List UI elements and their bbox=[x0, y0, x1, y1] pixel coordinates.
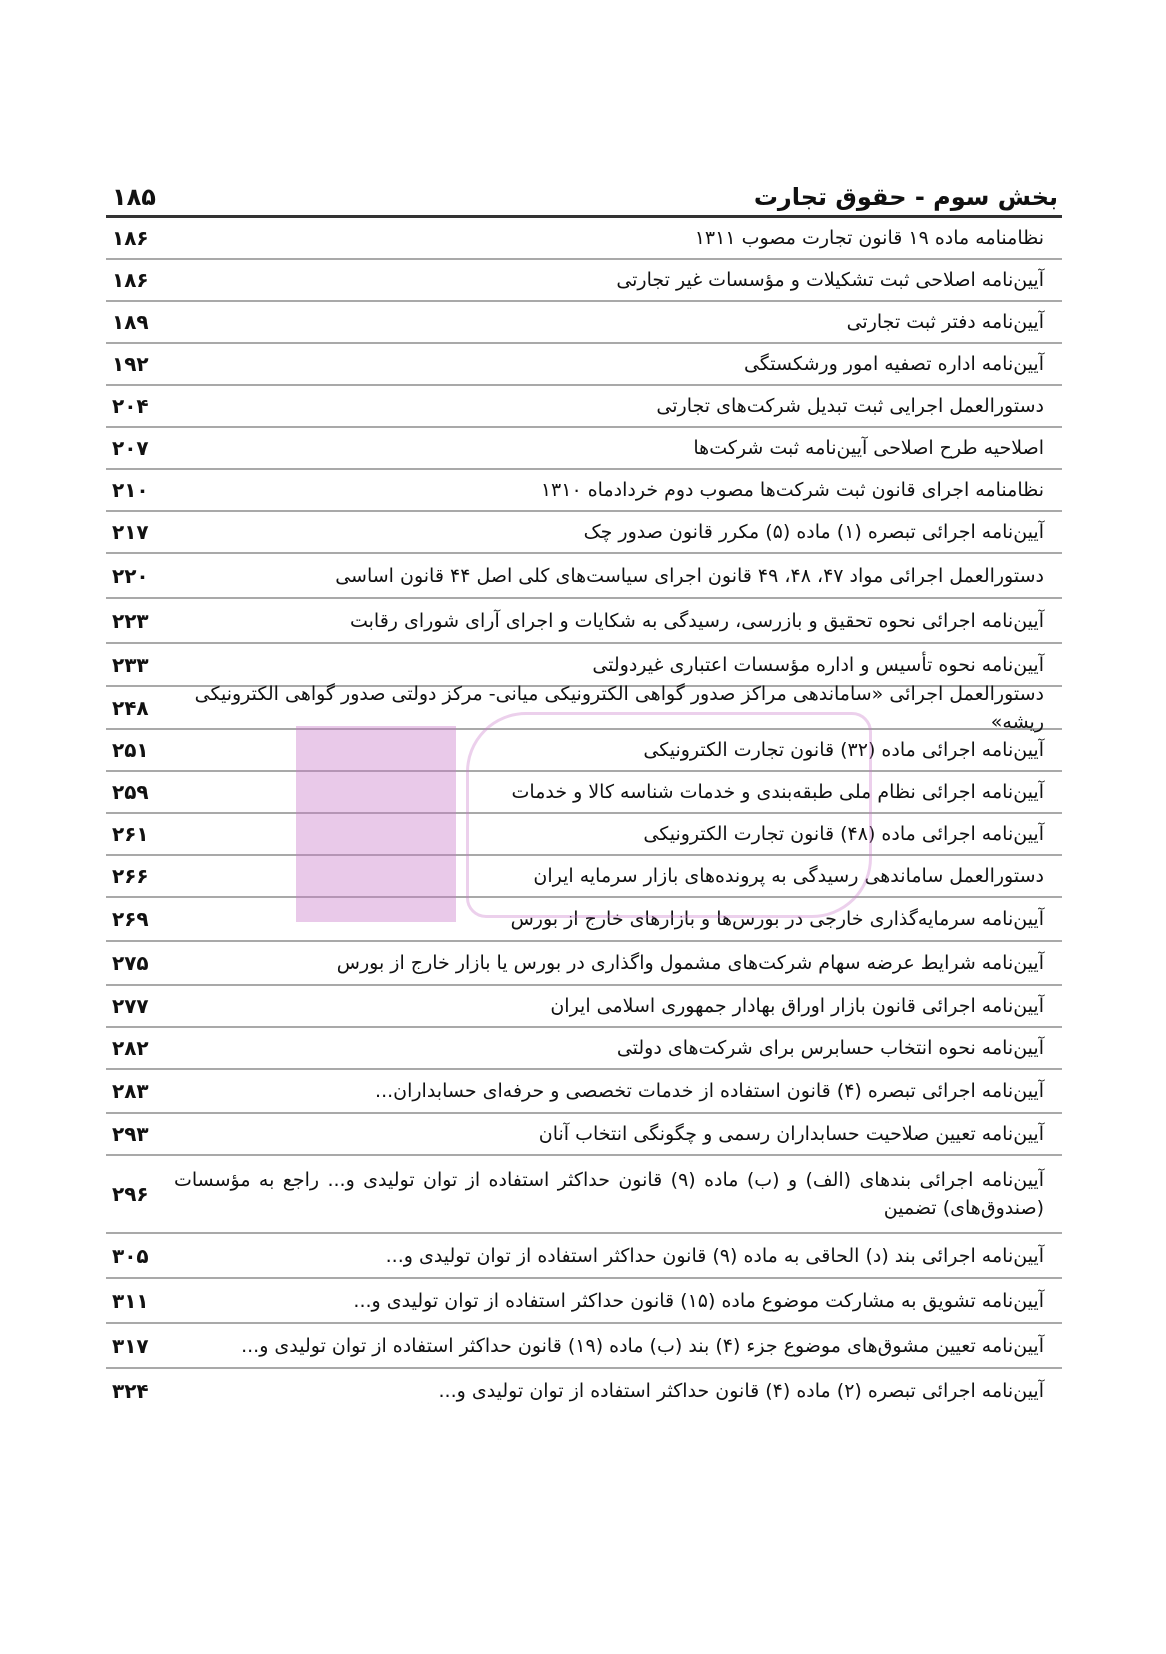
toc-entry-page: ۲۰۴ bbox=[112, 394, 149, 418]
toc-page bbox=[106, 170, 1062, 1413]
toc-entry[interactable] bbox=[106, 942, 1062, 986]
toc-entry[interactable] bbox=[106, 554, 1062, 599]
toc-entry-title: اصلاحیه طرح اصلاحی آیین‌نامه ثبت شرکت‌ها bbox=[693, 437, 1044, 459]
toc-entry[interactable] bbox=[106, 218, 1062, 260]
toc-entry[interactable] bbox=[106, 302, 1062, 344]
toc-entry-page: ۲۶۹ bbox=[112, 907, 149, 931]
toc-entry[interactable] bbox=[106, 1279, 1062, 1324]
section-header bbox=[106, 170, 1062, 218]
toc-entry[interactable] bbox=[106, 344, 1062, 386]
toc-entry-title: آیین‌نامه نحوه تأسیس و اداره مؤسسات اعتباری غیردولتی bbox=[592, 653, 1044, 676]
toc-entry-title: دستورالعمل ساماندهی رسیدگی به پرونده‌های بازار سرمایه ایران bbox=[533, 865, 1044, 887]
section-title: بخش سوم - حقوق تجارت bbox=[753, 183, 1058, 211]
toc-entry-page: ۲۱۷ bbox=[112, 520, 149, 544]
toc-entry-title: آیین‌نامه اجرائی تبصره (۲) ماده (۴) قانون حداکثر استفاده از توان تولیدی و... bbox=[438, 1380, 1044, 1402]
toc-entry-title: آیین‌نامه اجرائی تبصره (۴) قانون استفاده از خدمات تخصصی و حرفه‌ای حسابداران... bbox=[375, 1080, 1044, 1102]
toc-entry-page: ۱۸۶ bbox=[112, 268, 149, 292]
toc-entry[interactable] bbox=[106, 682, 1062, 733]
toc-entry-title: آیین‌نامه اجرائی تبصره (۱) ماده (۵) مکرر قانون صدور چک bbox=[583, 521, 1044, 543]
toc-entry[interactable] bbox=[106, 1234, 1062, 1279]
toc-entry-title: آیین‌نامه اجرائی ماده (۳۲) قانون تجارت الکترونیکی bbox=[643, 739, 1044, 761]
section-page-number: ۱۸۵ bbox=[112, 183, 156, 211]
toc-entry-page: ۲۸۳ bbox=[112, 1079, 149, 1103]
toc-entry[interactable] bbox=[106, 730, 1062, 772]
toc-entry[interactable] bbox=[106, 1369, 1062, 1413]
toc-entry-title: دستورالعمل اجرائی «ساماندهی مراکز صدور گواهی الکترونیکی میانی- مرکز دولتی صدور گواهی الکترونیکی ریشه» bbox=[194, 682, 1044, 733]
toc-entry-title: آیین‌نامه تشویق به مشارکت موضوع ماده (۱۵) قانون حداکثر استفاده از توان تولیدی و... bbox=[353, 1289, 1044, 1312]
toc-entry-title: آیین‌نامه اجرائی بندهای (الف) و (ب) ماده (۹) قانون حداکثر استفاده از توان تولیدی و... راجع به مؤسسات (صندوق‌های) تضمین bbox=[174, 1169, 1044, 1219]
toc-entry-page: ۲۰۷ bbox=[112, 436, 149, 460]
toc-entry-title: آیین‌نامه اصلاحی ثبت تشکیلات و مؤسسات غیر تجارتی bbox=[616, 269, 1044, 291]
toc-entry[interactable] bbox=[106, 386, 1062, 428]
toc-entry-page: ۲۷۵ bbox=[112, 951, 149, 975]
toc-entry-title: آیین‌نامه اجرائی ماده (۴۸) قانون تجارت الکترونیکی bbox=[643, 823, 1044, 845]
toc-entry[interactable] bbox=[106, 1114, 1062, 1156]
toc-entry-page: ۲۲۳ bbox=[112, 608, 149, 633]
toc-entry-title: آیین‌نامه تعیین مشوق‌های موضوع جزء (۴) بند (ب) ماده (۱۹) قانون حداکثر استفاده از توان تولیدی و... bbox=[241, 1334, 1044, 1357]
toc-entry[interactable] bbox=[106, 512, 1062, 554]
toc-entry-page: ۳۱۱ bbox=[112, 1288, 149, 1313]
toc-list bbox=[106, 218, 1062, 1413]
toc-entry[interactable] bbox=[106, 1028, 1062, 1070]
toc-entry[interactable] bbox=[106, 260, 1062, 302]
toc-entry[interactable] bbox=[106, 599, 1062, 644]
toc-entry-title: آیین‌نامه اجرائی قانون بازار اوراق بهادار جمهوری اسلامی ایران bbox=[550, 995, 1044, 1017]
toc-entry[interactable] bbox=[106, 1156, 1062, 1234]
toc-entry-page: ۲۹۶ bbox=[112, 1182, 149, 1206]
toc-entry[interactable] bbox=[106, 470, 1062, 512]
toc-entry-page: ۱۸۹ bbox=[112, 310, 149, 334]
toc-entry-page: ۱۸۶ bbox=[112, 226, 149, 250]
toc-entry-title: آیین‌نامه نحوه انتخاب حسابرس برای شرکت‌های دولتی bbox=[616, 1037, 1044, 1059]
toc-entry-title: آیین‌نامه تعیین صلاحیت حسابداران رسمی و چگونگی انتخاب آنان bbox=[538, 1123, 1044, 1145]
toc-entry-page: ۲۱۰ bbox=[112, 478, 149, 502]
toc-entry-title: آیین‌نامه سرمایه‌گذاری خارجی در بورس‌ها و بازارهای خارج از بورس bbox=[510, 908, 1044, 930]
toc-entry[interactable] bbox=[106, 1324, 1062, 1369]
toc-entry[interactable] bbox=[106, 856, 1062, 898]
toc-entry-page: ۳۱۷ bbox=[112, 1333, 149, 1358]
toc-entry[interactable] bbox=[106, 986, 1062, 1028]
toc-entry-title: دستورالعمل اجرائی مواد ۴۷، ۴۸، ۴۹ قانون اجرای سیاست‌های کلی اصل ۴۴ قانون اساسی bbox=[335, 564, 1044, 587]
toc-entry-page: ۲۵۹ bbox=[112, 780, 149, 804]
toc-entry-title: دستورالعمل اجرایی ثبت تبدیل شرکت‌های تجارتی bbox=[656, 395, 1044, 417]
toc-entry-title: آیین‌نامه اجرائی نظام ملی طبقه‌بندی و خدمات شناسه کالا و خدمات bbox=[511, 781, 1044, 803]
toc-entry-page: ۲۹۳ bbox=[112, 1122, 149, 1146]
toc-entry-title: نظامنامه ماده ۱۹ قانون تجارت مصوب ۱۳۱۱ bbox=[694, 227, 1044, 249]
toc-entry[interactable] bbox=[106, 1070, 1062, 1114]
toc-entry-page: ۲۷۷ bbox=[112, 994, 149, 1018]
toc-entry-page: ۲۳۳ bbox=[112, 652, 149, 677]
toc-entry[interactable] bbox=[106, 814, 1062, 856]
toc-entry-title: آیین‌نامه اجرائی نحوه تحقیق و بازرسی، رسیدگی به شکایات و اجرای آرای شورای رقابت bbox=[349, 609, 1044, 632]
toc-entry[interactable] bbox=[106, 772, 1062, 814]
toc-entry-page: ۳۲۴ bbox=[112, 1379, 149, 1403]
toc-entry[interactable] bbox=[106, 428, 1062, 470]
toc-entry-title: آیین‌نامه اجرائی بند (د) الحاقی به ماده (۹) قانون حداکثر استفاده از توان تولیدی و... bbox=[385, 1244, 1044, 1267]
toc-entry-page: ۲۵۱ bbox=[112, 738, 149, 762]
toc-entry[interactable] bbox=[106, 898, 1062, 942]
toc-entry-title: نظامنامه اجرای قانون ثبت شرکت‌ها مصوب دوم خردادماه ۱۳۱۰ bbox=[540, 479, 1044, 501]
toc-entry-page: ۲۸۲ bbox=[112, 1036, 149, 1060]
toc-entry-page: ۱۹۲ bbox=[112, 352, 149, 376]
toc-entry-page: ۲۶۶ bbox=[112, 864, 149, 888]
toc-entry-title: آیین‌نامه دفتر ثبت تجارتی bbox=[846, 311, 1044, 333]
toc-entry-page: ۲۶۱ bbox=[112, 822, 149, 846]
toc-entry-page: ۲۴۸ bbox=[112, 695, 149, 720]
toc-entry-title: آیین‌نامه اداره تصفیه امور ورشکستگی bbox=[743, 353, 1044, 375]
toc-entry-page: ۲۲۰ bbox=[112, 563, 149, 588]
toc-entry-page: ۳۰۵ bbox=[112, 1243, 149, 1268]
toc-entry-title: آیین‌نامه شرایط عرضه سهام شرکت‌های مشمول واگذاری در بورس یا بازار خارج از بورس bbox=[336, 952, 1044, 974]
